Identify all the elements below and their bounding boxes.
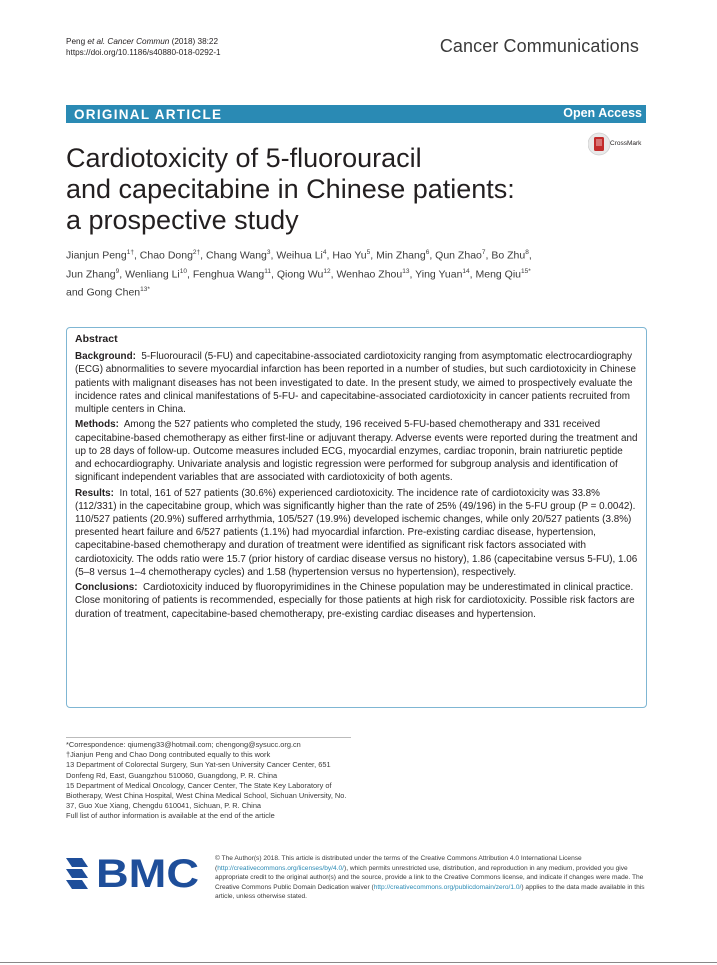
author: Qun Zhao [435, 249, 482, 262]
crossmark-label: CrossMark [610, 140, 642, 147]
bmc-logo [66, 854, 201, 890]
author: Fenghua Wang [192, 268, 265, 280]
equal-contribution-note: †Jianjun Peng and Chao Dong contributed equally to this work [66, 750, 271, 760]
abstract-heading: Abstract [75, 333, 118, 345]
author: Wenliang Li [125, 268, 180, 280]
abstract [75, 333, 640, 623]
article-title: Cardiotoxicity of 5-fluorouracil and capecitabine in Chinese patients: a prospective study [66, 143, 515, 235]
doi-link[interactable]: https://doi.org/10.1186/s40880-018-0292-1 [66, 48, 221, 57]
author: Meng Qiu [475, 268, 522, 280]
author: Jun Zhang [66, 268, 116, 280]
bmc-logo-text: BMC [96, 854, 199, 890]
page-bottom-rule [0, 962, 717, 963]
affiliation-13: 13 Department of Colorectal Surgery, Sun Yat-sen University Cancer Center, 651 Donfeng Rd, East, Guangzhou 510060, Guangdong, P. R. China [66, 760, 331, 780]
abstract-methods: Methods: Among the 527 patients who completed the study, 196 received 5-FU-based chemotherapy and 331 received capecitabine-based chemotherapy as either first-line or adjuvant therapy. Adverse events were reported during the treatment and up to 28 days of follow-up. Outcome measures included ECG, myocardial enzymes, cardiac troponin, brain natriuretic peptide and echocardiography. Univariate analysis and logistic regression were performed for subgroup analysis and identification of significant independent variables that are associated with cardiotoxicity of both agents. [75, 419, 638, 484]
public-domain-link[interactable]: http://creativecommons.org/publicdomain/zero/1.0/ [373, 883, 522, 891]
abstract-background: Background: 5-Fluorouracil (5-FU) and capecitabine-associated cardiotoxicity ranging from asymptomatic electrocardiography (ECG) abnormalities to severe myocardial infarction has been reported in a number of studies, but such cardiotoxicity in Chinese patients with malignant diseases has not been investigated to date. In the present study, we aimed to prospectively evaluate the incidence rates and clinical manifestations of 5-FU- and capecitabine-associated cardiotoxicity in cancer patients recruited from multiple centers in China. [75, 351, 636, 416]
license-text: © The Author(s) 2018. This article is distributed under the terms of the Creative Commons Attribution 4.0 International License (http://creativecommons.org/licenses/by/4.0/), which permits unrestricted use, distribution, and reproduction in any medium, provided you give appropriate credit to the original author(s) and the source, provide a link to the Creative Commons license, and indicate if changes were made. The Creative Commons Public Domain Dedication waiver (http://creativecommons.org/publicdomain/zero/1.0/) applies to the data made available in this article, unless otherwise stated. [215, 855, 645, 900]
journal-name: Cancer Communications [439, 36, 639, 56]
author: Chang Wang [206, 249, 267, 262]
open-access-label: Open Access [563, 106, 642, 120]
author: Jianjun Peng [66, 249, 127, 262]
footnote-divider [66, 737, 351, 738]
license-link[interactable]: http://creativecommons.org/licenses/by/4.0/ [217, 864, 345, 872]
abstract-conclusions: Conclusions: Cardiotoxicity induced by fluoropyrimidines in the Chinese population may be underestimated in clinical practice. Close monitoring of patients is recommended, especially for those patients at high risk for cardiotoxicity. Possible risk factors are duration of treatment, capecitabine-based chemotherapy, pre-existing cardiac diseases and hypertension. [75, 582, 635, 620]
article-type-label: ORIGINAL ARTICLE [74, 107, 223, 122]
author: Weihua Li [276, 249, 323, 262]
author: Min Zhang [376, 249, 426, 262]
author: Ying Yuan [415, 268, 463, 280]
author: Chao Dong [139, 249, 193, 262]
citation-journal: et al. Cancer Commun [87, 37, 170, 46]
footnotes [66, 740, 356, 822]
author: Hao Yu [332, 249, 367, 262]
abstract-results: Results: In total, 161 of 527 patients (30.6%) experienced cardiotoxicity. The incidence rate of cardiotoxicity was 33.8% (112/331) in the capecitabine group, which was significantly higher than the rate of 25% (49/196) in the 5-FU group (P = 0.0042). 110/527 patients (20.9%) suffered arrhythmia, 105/527 (19.9%) developed ischemic changes, while only 20/527 patients (3.8%) presented heart failure and 6/527 patients (1.1%) had myocardial infarction. Pre-existing cardiac disease, hypertension, capecitabine-based chemotherapy and duration of treatment were identified as significant risk factors associated with cardiotoxicity. The odds ratio were 15.7 (prior history of cardiac disease versus no history), 1.86 (capecitabine versus 5-FU), 1.06 (5–8 versus 1–4 chemotherapy cycles) and 1.58 (hypertension versus no hypertension), respectively. [75, 487, 638, 578]
affiliation-15: 15 Department of Medical Oncology, Cancer Center, The State Key Laboratory of Biotherapy, West China Hospital, West China Medical School, Sichuan University, No. 37, Guo Xue Xiang, Chengdu 610041, Sichuan, P. R. China [66, 780, 347, 811]
correspondence-note: *Correspondence: qiumeng33@hotmail.com; chengong@sysucc.org.cn [66, 740, 301, 749]
author: Bo Zhu [491, 249, 526, 262]
author: Gong Chen [86, 286, 141, 299]
author: Qiong Wu [276, 268, 324, 280]
author-list: Jianjun Peng$^{1\dagger}$, Chao Dong$^{2\dagger}$, Chang Wang$^3$, Weihua Li$^4$, Hao Yu$^5$, Min Zhang$^6$, Qun Zhao$^7$, Bo Zhu$^8$, Jun Zhang$^9$, Wenliang Li$^{10}$, Fenghua Wang$^{11}$, Qiong Wu$^{12}$, Wenhao Zhou$^{13}$, Ying Yuan$^{14}$, Meng Qiu$^{15*}$ and Gong Chen$^{13*}$ [66, 249, 532, 299]
author: Wenhao Zhou [336, 268, 403, 280]
author-info-note: Full list of author information is available at the end of the article [66, 811, 275, 821]
citation: Peng et al. Cancer Commun (2018) 38:22 https://doi.org/10.1186/s40880-018-0292-1 [66, 37, 221, 57]
